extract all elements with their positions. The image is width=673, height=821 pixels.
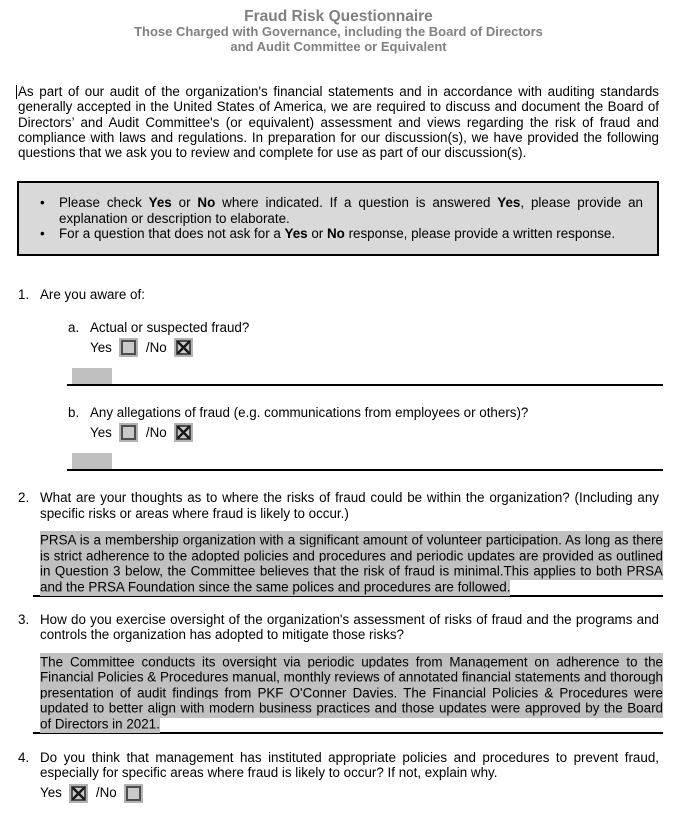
intro-paragraph bbox=[18, 84, 659, 160]
instruction-bullet-1-text: Please check Yes or No where indicated. If a question is answered Yes, please provide an explanation or description to elaborate. bbox=[59, 195, 643, 226]
yes-checkbox[interactable] bbox=[121, 340, 136, 355]
question-1a bbox=[68, 320, 659, 357]
answer-placeholder bbox=[72, 453, 112, 469]
question-2-text: What are your thoughts as to where the risks of fraud could be within the organization? (Including any specific risks or areas where fraud is likely to occur.) bbox=[40, 490, 659, 521]
page-title: Fraud Risk Questionnaire bbox=[244, 8, 433, 25]
yes-checkbox[interactable] bbox=[71, 786, 86, 801]
question-1b-yes-no-row bbox=[90, 423, 659, 442]
question-1b-letter: b. bbox=[68, 404, 80, 420]
no-checkbox[interactable] bbox=[176, 340, 191, 355]
instruction-bullet-1 bbox=[35, 195, 643, 226]
question-1a-yes-no-row bbox=[90, 338, 659, 357]
question-1b bbox=[68, 405, 659, 442]
yes-checkbox[interactable] bbox=[121, 425, 136, 440]
question-2-answer-area[interactable] bbox=[33, 533, 663, 597]
no-checkbox[interactable] bbox=[126, 786, 141, 801]
instruction-bullet-2 bbox=[35, 226, 643, 241]
question-1a-answer-line[interactable] bbox=[67, 366, 663, 386]
no-label: /No bbox=[145, 339, 167, 355]
page-subtitle-line-2: and Audit Committee or Equivalent bbox=[230, 38, 447, 54]
no-label: /No bbox=[145, 425, 167, 441]
question-4-number: 4. bbox=[18, 749, 30, 765]
question-4-yes-no-row bbox=[40, 784, 659, 803]
page-subtitle-line-1: Those Charged with Governance, including the Board of Directors bbox=[134, 24, 543, 39]
no-checkbox[interactable] bbox=[176, 425, 191, 440]
instructions-box bbox=[17, 181, 659, 256]
document-header bbox=[18, 8, 659, 54]
question-1 bbox=[18, 287, 659, 471]
yes-label: Yes bbox=[90, 425, 112, 441]
question-2 bbox=[18, 490, 663, 597]
bullet-icon: • bbox=[40, 226, 45, 242]
question-1-text: Are you aware of: bbox=[40, 287, 145, 303]
yes-label: Yes bbox=[90, 339, 112, 355]
question-3 bbox=[18, 611, 663, 734]
question-4-text: Do you think that management has instituted appropriate policies and procedures to prevent fraud, especially for specific areas where fraud is likely to occur? If not, explain why. bbox=[40, 749, 659, 781]
question-2-number: 2. bbox=[18, 490, 30, 506]
question-1a-text: Actual or suspected fraud? bbox=[90, 319, 250, 335]
question-3-answer-text: The Committee conducts its oversight via periodic updates from Management on adherence to the Financial Policies & Procedures manual, monthly reviews of annotated financial statements and thorough presentation of audit findings from PKF O'Conner Davies. The Financial Policies & Procedures were updated to better align with modern business practices and those updates were approved by the Board of Directors in 2021. bbox=[40, 654, 663, 732]
no-label: /No bbox=[95, 785, 117, 801]
question-3-text: How do you exercise oversight of the organization's assessment of risks of fraud and the programs and controls the organization has adopted to mitigate those risks? bbox=[40, 611, 659, 643]
question-1b-answer-line[interactable] bbox=[67, 451, 663, 471]
question-4 bbox=[18, 750, 659, 803]
question-1a-letter: a. bbox=[68, 319, 80, 335]
question-3-number: 3. bbox=[18, 611, 30, 627]
yes-label: Yes bbox=[40, 785, 62, 801]
text-cursor bbox=[16, 85, 17, 99]
bullet-icon: • bbox=[40, 195, 45, 211]
question-2-answer-text: PRSA is a membership organization with a significant amount of volunteer participation. As long as there is strict adherence to the adopted policies and procedures and periodic updates are provided as outlined in Question 3 below, the Committee believes that the risk of fraud is minimal.This applies to both PRSA and the PRSA Foundation since the same polices and procedures are followed. bbox=[40, 532, 663, 595]
question-3-answer-area[interactable] bbox=[33, 654, 663, 734]
question-1-number: 1. bbox=[18, 287, 30, 303]
answer-placeholder bbox=[72, 368, 112, 384]
question-1b-text: Any allegations of fraud (e.g. communications from employees or others)? bbox=[90, 404, 529, 420]
instruction-bullet-2-text: For a question that does not ask for a Yes or No response, please provide a written response. bbox=[59, 226, 616, 242]
intro-text: As part of our audit of the organization's financial statements and in accordance with auditing standards generally accepted in the United States of America, we are required to discuss and document the Board of Directors’ and Audit Committee's (or equivalent) assessment and views regarding the risk of fraud and compliance with laws and regulations. In preparation for our discussion(s), we have provided the following questions that we ask you to review and complete for use as part of our discussion(s). bbox=[18, 84, 659, 161]
